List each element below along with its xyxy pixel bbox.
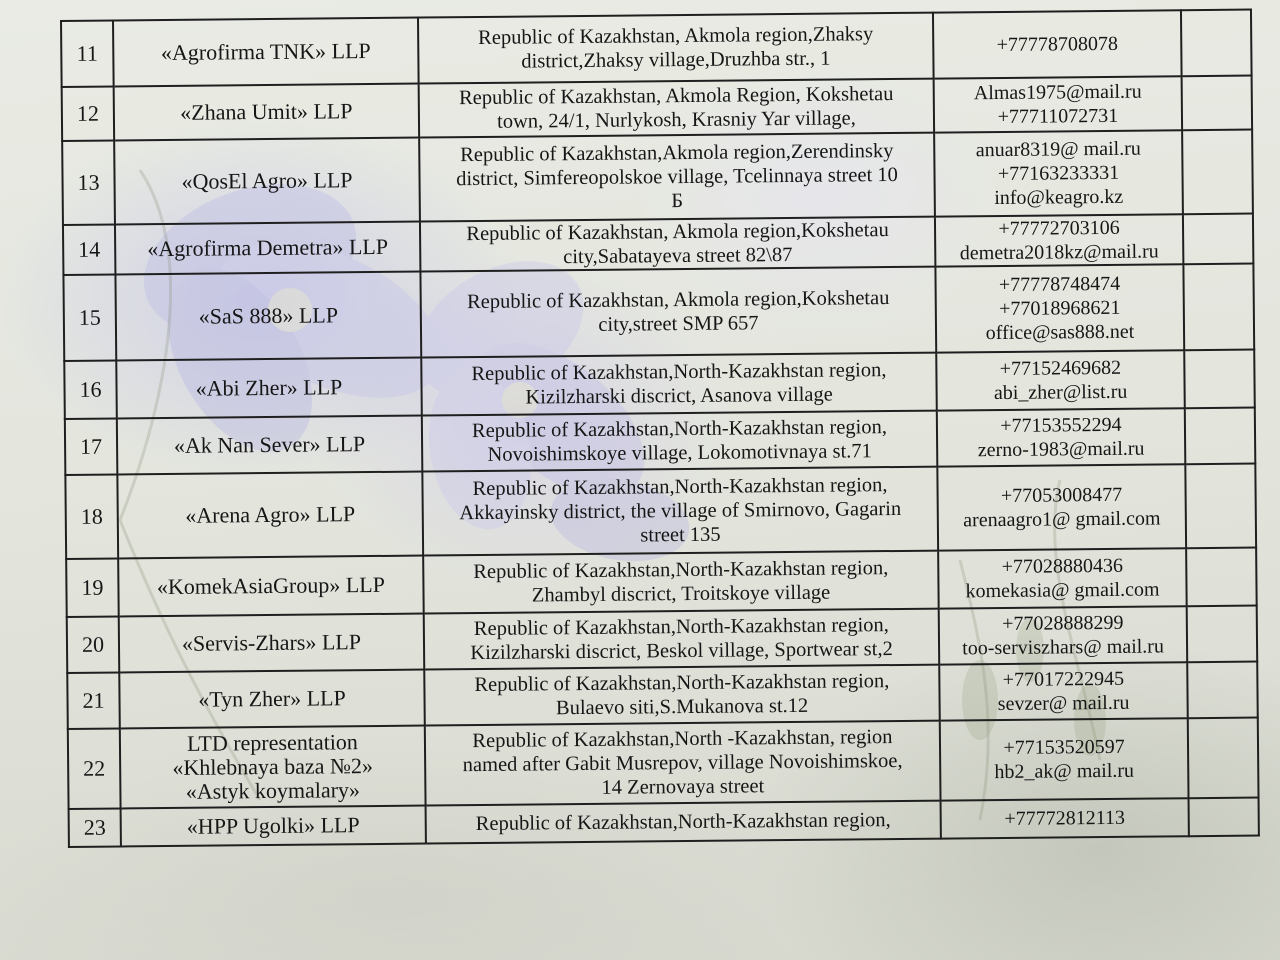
address-cell xyxy=(418,13,934,84)
address-line: Republic of Kazakhstan, Akmola region,Kokshetau xyxy=(466,219,889,246)
contact-line: komekasia@ gmail.com xyxy=(965,578,1160,603)
address-line: street 135 xyxy=(640,523,721,547)
row-number-cell xyxy=(64,360,117,418)
contact-cell xyxy=(934,76,1183,132)
address-cell xyxy=(423,551,939,614)
empty-cell xyxy=(1187,606,1258,663)
row-number-cell xyxy=(66,558,119,616)
contact-line: Almas1975@mail.ru xyxy=(973,80,1142,105)
row-number: 15 xyxy=(78,304,101,330)
row-number: 11 xyxy=(76,40,99,66)
company-name-line: «Agrofirma TNK» LLP xyxy=(160,38,371,66)
company-name-line: «Khlebnaya baza №2» xyxy=(172,753,374,780)
company-name-cell xyxy=(121,806,426,847)
row-number-cell xyxy=(67,672,120,728)
company-name-line: «SaS 888» LLP xyxy=(198,302,339,329)
contact-line: abi_zher@list.ru xyxy=(993,380,1128,405)
company-name-line: «Zhana Umit» LLP xyxy=(180,98,353,125)
address-cell xyxy=(424,609,940,670)
contact-line: anuar8319@ mail.ru xyxy=(975,137,1141,162)
contact-line: arenaagro1@ gmail.com xyxy=(963,507,1161,532)
address-line: Republic of Kazakhstan,North-Kazakhstan region, xyxy=(474,670,890,697)
address-line: Kizilzharski discrict, Beskol village, Sportwear st,2 xyxy=(470,638,893,665)
row-number: 17 xyxy=(79,433,103,459)
empty-cell xyxy=(1181,10,1252,77)
contact-line: +77778708078 xyxy=(996,32,1119,57)
empty-cell xyxy=(1182,130,1253,215)
address-line: Republic of Kazakhstan,North-Kazakhstan region, xyxy=(475,809,891,836)
contact-line: +77152469682 xyxy=(999,356,1122,380)
row-number-cell xyxy=(63,224,115,274)
empty-cell xyxy=(1189,798,1259,837)
row-number-cell xyxy=(62,86,115,140)
address-line: Zhambyl discrict, Troitskoye village xyxy=(531,581,831,607)
address-line: Republic of Kazakhstan,North-Kazakhstan region, xyxy=(473,557,889,584)
table-row xyxy=(68,718,1259,809)
contact-line: sevzer@ mail.ru xyxy=(997,691,1130,716)
contact-line: too-serviszhars@ mail.ru xyxy=(962,635,1165,660)
address-line: Akkayinsky district, the village of Smirnovo, Gagarin xyxy=(459,497,902,525)
contact-cell xyxy=(937,464,1186,550)
address-line: Republic of Kazakhstan,Akmola region,Zerendinsky xyxy=(460,140,894,167)
address-cell xyxy=(421,353,937,416)
address-cell xyxy=(420,267,936,358)
company-name-cell xyxy=(114,138,420,225)
contact-cell xyxy=(938,548,1187,608)
address-line: Novoishimskoye village, Lokomotivnaya st.71 xyxy=(487,440,872,466)
address-line: district, Simfereopolskoe village, Tcelinnaya street 10 xyxy=(456,163,898,191)
row-number-cell xyxy=(62,140,115,224)
empty-cell xyxy=(1185,408,1256,465)
address-cell xyxy=(426,801,941,844)
contact-line: +77053008477 xyxy=(1000,483,1123,507)
company-name-cell xyxy=(115,272,421,361)
contact-cell xyxy=(941,798,1189,838)
table-row xyxy=(62,130,1253,225)
address-cell xyxy=(424,665,940,726)
row-number-cell xyxy=(68,728,121,808)
company-name-line: «KomekAsiaGroup» LLP xyxy=(156,571,386,600)
empty-cell xyxy=(1183,214,1253,265)
address-line: Republic of Kazakhstan,North-Kazakhstan region, xyxy=(473,614,889,641)
company-name-cell xyxy=(114,84,420,141)
table-row xyxy=(61,10,1252,87)
row-number: 19 xyxy=(81,574,104,600)
company-name-cell xyxy=(117,472,423,559)
contact-cell xyxy=(939,662,1188,720)
address-line: Republic of Kazakhstan, Akmola region,Zhaksy xyxy=(478,23,874,49)
contact-line: office@sas888.net xyxy=(985,320,1135,345)
contact-cell xyxy=(936,350,1185,410)
contact-cell xyxy=(935,264,1184,352)
address-line: Republic of Kazakhstan,North-Kazakhstan region, xyxy=(472,474,888,501)
table-body xyxy=(61,10,1259,847)
companies-table-grid xyxy=(60,9,1260,848)
address-line: Б xyxy=(671,190,684,213)
contact-cell xyxy=(939,606,1188,664)
company-name-line: «Astyk koymalary» xyxy=(185,777,361,804)
contact-cell xyxy=(934,130,1183,216)
empty-cell xyxy=(1186,548,1257,607)
company-name-line: «HPP Ugolki» LLP xyxy=(186,812,360,839)
contact-line: zerno-1983@mail.ru xyxy=(977,437,1145,462)
row-number: 23 xyxy=(83,814,106,840)
row-number: 12 xyxy=(76,100,100,126)
company-name-line: «Servis-Zhars» LLP xyxy=(181,629,362,656)
address-line: Republic of Kazakhstan,North-Kazakhstan region, xyxy=(471,359,887,386)
address-cell xyxy=(420,217,935,272)
empty-cell xyxy=(1182,76,1253,131)
companies-table xyxy=(60,9,1258,860)
row-number: 13 xyxy=(77,169,100,195)
row-number: 14 xyxy=(78,236,101,262)
contact-line: +77028880436 xyxy=(1001,554,1124,578)
row-number-cell xyxy=(61,20,114,86)
contact-line: hb2_ak@ mail.ru xyxy=(994,759,1135,784)
address-line: Bulaevo siti,S.Mukanova st.12 xyxy=(555,694,809,720)
address-cell xyxy=(419,133,935,222)
row-number: 22 xyxy=(83,755,106,781)
address-cell xyxy=(419,79,934,138)
contact-line: +77711072731 xyxy=(997,104,1119,129)
contact-line: +77772812113 xyxy=(1004,806,1126,830)
row-number: 21 xyxy=(82,687,105,713)
company-name-line: «Ak Nan Sever» LLP xyxy=(173,431,366,458)
address-cell xyxy=(422,467,938,556)
address-line: 14 Zernovaya street xyxy=(601,775,765,799)
empty-cell xyxy=(1187,662,1258,719)
empty-cell xyxy=(1184,350,1255,409)
row-number-cell xyxy=(63,274,116,360)
table-row xyxy=(63,264,1254,361)
contact-line: +77153552294 xyxy=(1000,413,1122,437)
contact-line: +77163233331 xyxy=(997,161,1120,186)
company-name-line: LTD representation xyxy=(186,729,358,756)
contact-line: info@keagro.kz xyxy=(994,185,1124,210)
contact-line: +77028888299 xyxy=(1002,611,1124,635)
empty-cell xyxy=(1188,718,1259,799)
company-name-line: «Abi Zher» LLP xyxy=(195,374,343,401)
contact-cell xyxy=(940,718,1189,800)
row-number: 16 xyxy=(79,376,102,402)
company-name-cell xyxy=(115,222,420,275)
address-line: Republic of Kazakhstan,North -Kazakhstan, region xyxy=(472,726,893,753)
address-line: city,street SMP 657 xyxy=(598,312,759,336)
address-line: Republic of Kazakhstan, Akmola region,Kokshetau xyxy=(466,287,890,314)
table-row xyxy=(65,464,1256,559)
company-name-line: «Tyn Zher» LLP xyxy=(198,685,346,712)
address-cell xyxy=(422,411,938,472)
company-name-cell xyxy=(113,18,419,87)
contact-cell xyxy=(935,214,1183,266)
address-line: Republic of Kazakhstan, Akmola Region, Kokshetau xyxy=(458,83,894,110)
company-name-cell xyxy=(119,614,425,673)
empty-cell xyxy=(1185,464,1256,549)
contact-line: demetra2018kz@mail.ru xyxy=(959,240,1159,265)
address-line: Kizilzharski discrict, Asanova village xyxy=(525,383,833,409)
company-name-line: «Arena Agro» LLP xyxy=(185,501,356,528)
company-name-cell xyxy=(119,670,425,729)
company-name-cell xyxy=(118,556,424,617)
contact-line: +77153520597 xyxy=(1003,735,1125,759)
row-number-cell xyxy=(69,808,121,846)
contact-cell xyxy=(933,10,1182,78)
address-line: town, 24/1, Nurlykosh, Krasniy Yar village, xyxy=(497,107,856,133)
contact-line: +77772703106 xyxy=(998,216,1120,241)
contact-cell xyxy=(937,408,1186,466)
company-name-line: «QosEl Agro» LLP xyxy=(181,167,353,194)
company-name-line: «Agrofirma Demetra» LLP xyxy=(147,233,389,262)
row-number: 18 xyxy=(80,503,103,529)
contact-line: +77778748474 xyxy=(998,272,1121,296)
company-name-cell xyxy=(120,726,426,809)
address-line: Republic of Kazakhstan,North-Kazakhstan region, xyxy=(471,416,888,443)
empty-cell xyxy=(1183,264,1254,351)
contact-line: +77017222945 xyxy=(1002,667,1125,691)
contact-line: +77018968621 xyxy=(999,296,1121,320)
address-line: named after Gabit Musrepov, village Novoishimskoe, xyxy=(462,749,903,777)
company-name-cell xyxy=(116,358,422,419)
row-number: 20 xyxy=(81,631,105,657)
company-name-cell xyxy=(117,416,423,475)
address-line: district,Zhaksy village,Druzhba str., 1 xyxy=(521,47,831,73)
row-number-cell xyxy=(65,474,118,558)
address-cell xyxy=(425,721,941,806)
row-number-cell xyxy=(67,616,120,672)
row-number-cell xyxy=(65,418,118,474)
address-line: city,Sabatayeva street 82\87 xyxy=(563,243,793,269)
